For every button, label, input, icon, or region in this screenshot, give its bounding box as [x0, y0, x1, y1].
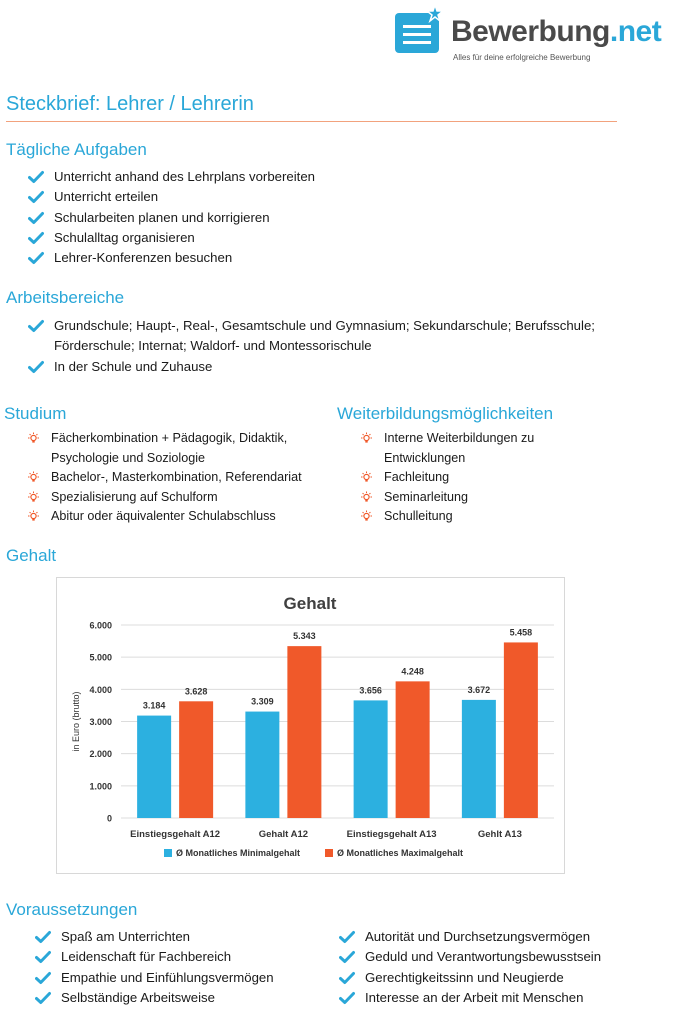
tasks-heading: Tägliche Aufgaben: [6, 140, 147, 159]
data-label: 3.184: [142, 700, 166, 711]
list-item: Gerechtigkeitssinn und Neugierde: [339, 968, 679, 988]
list-item: Interesse an der Arbeit mit Menschen: [339, 988, 679, 1008]
list-item: Schularbeiten planen und korrigieren: [28, 208, 668, 228]
check-icon: [28, 170, 44, 184]
legend-swatch: [325, 849, 333, 857]
requirements-right-list: [339, 927, 679, 1008]
requirements-left-list: [35, 927, 325, 1008]
y-axis-label: in Euro (brutto): [71, 691, 81, 752]
y-tick-label: 2.000: [89, 749, 112, 760]
page-title: Steckbrief: Lehrer / Lehrerin: [6, 93, 254, 115]
requirements-heading: Voraussetzungen: [6, 900, 138, 919]
further-heading: Weiterbildungsmöglichkeiten: [337, 404, 554, 423]
check-icon: [35, 991, 51, 1005]
check-icon: [28, 360, 44, 374]
bar: [245, 712, 279, 818]
y-tick-label: 5.000: [89, 652, 112, 663]
y-tick-label: 4.000: [89, 684, 112, 695]
brand-name-tld: net: [617, 15, 662, 48]
list-item: Interne Weiterbildungen zu Entwicklungen: [360, 429, 660, 468]
list-item: Lehrer-Konferenzen besuchen: [28, 248, 668, 268]
salary-heading: Gehalt: [6, 546, 57, 565]
check-icon: [339, 930, 355, 944]
check-icon: [28, 319, 44, 333]
x-tick-label: Einstiegsgehalt A12: [130, 829, 221, 840]
data-label: 3.672: [467, 684, 491, 695]
list-item: In der Schule und Zuhause: [28, 357, 688, 377]
check-icon: [28, 190, 44, 204]
y-tick-label: 1.000: [89, 781, 112, 792]
study-heading: Studium: [4, 404, 67, 423]
list-item: Unterricht erteilen: [28, 187, 668, 207]
lightbulb-icon: [27, 491, 40, 504]
brand-name-main: Bewerbung: [451, 15, 610, 48]
lightbulb-icon: [27, 432, 40, 445]
x-tick-label: Gehalt A12: [258, 829, 309, 840]
data-label: 3.309: [251, 696, 274, 707]
bar: [504, 642, 538, 818]
bar: [462, 700, 496, 818]
check-icon: [35, 930, 51, 944]
legend-label: Ø Monatliches Minimalgehalt: [176, 848, 301, 858]
list-item: Grundschule; Haupt-, Real-, Gesamtschule und Gymnasium; Sekundarschule; Berufsschule; Förderschule; Internat; Waldorf- und Montessorischule: [28, 316, 688, 357]
data-label: 5.343: [293, 631, 316, 642]
list-item: Fächerkombination + Pädagogik, Didaktik, Psychologie und Soziologie: [27, 429, 337, 468]
check-icon: [35, 971, 51, 985]
list-item: Leidenschaft für Fachbereich: [35, 947, 325, 967]
check-icon: [28, 251, 44, 265]
list-item: Bachelor-, Masterkombination, Referendariat: [27, 468, 337, 488]
check-icon: [35, 950, 51, 964]
list-item: Autorität und Durchsetzungsvermögen: [339, 927, 679, 947]
data-label: 3.628: [184, 686, 208, 697]
areas-list: [28, 316, 688, 377]
lightbulb-icon: [360, 510, 373, 523]
bar: [179, 701, 213, 818]
list-item: Spaß am Unterrichten: [35, 927, 325, 947]
bar: [354, 700, 388, 818]
areas-heading: Arbeitsbereiche: [6, 288, 125, 307]
salary-chart: [56, 577, 565, 874]
list-item: Spezialisierung auf Schulform: [27, 488, 337, 508]
brand-name: [451, 15, 661, 49]
title-divider: [6, 121, 617, 122]
list-item: Selbständige Arbeitsweise: [35, 988, 325, 1008]
list-item: Unterricht anhand des Lehrplans vorbereiten: [28, 167, 668, 187]
legend-swatch: [164, 849, 172, 857]
list-item: Empathie und Einfühlungsvermögen: [35, 968, 325, 988]
lightbulb-icon: [360, 491, 373, 504]
data-label: 4.248: [401, 666, 424, 677]
x-tick-label: Gehlt A13: [477, 829, 522, 840]
list-item: Fachleitung: [360, 468, 660, 488]
brand-name-dot: .: [609, 15, 618, 48]
y-tick-label: 6.000: [89, 620, 112, 631]
bar: [287, 646, 321, 818]
list-item: Schulalltag organisieren: [28, 228, 668, 248]
check-icon: [339, 971, 355, 985]
x-tick-label: Einstiegsgehalt A13: [346, 829, 437, 840]
bar: [137, 716, 171, 818]
legend-label: Ø Monatliches Maximalgehalt: [337, 848, 464, 858]
tasks-list: [28, 167, 668, 268]
list-item: Abitur oder äquivalenter Schulabschluss: [27, 507, 337, 527]
lightbulb-icon: [360, 432, 373, 445]
y-tick-label: 3.000: [89, 717, 112, 727]
list-item: Geduld und Verantwortungsbewusstsein: [339, 947, 679, 967]
check-icon: [339, 991, 355, 1005]
clipboard-logo-icon: [393, 3, 445, 55]
list-item: Schulleitung: [360, 507, 660, 527]
data-label: 3.656: [359, 685, 382, 696]
brand-tagline: Alles für deine erfolgreiche Bewerbung: [453, 53, 591, 62]
salary-chart-svg: [57, 578, 564, 873]
chart-title: Gehalt: [283, 594, 337, 613]
lightbulb-icon: [27, 471, 40, 484]
further-list: [360, 429, 660, 527]
data-label: 5.458: [509, 627, 533, 638]
brand-logo[interactable]: [393, 3, 698, 65]
y-tick-label: 0: [106, 813, 112, 824]
check-icon: [28, 231, 44, 245]
lightbulb-icon: [360, 471, 373, 484]
lightbulb-icon: [27, 510, 40, 523]
list-item: Seminarleitung: [360, 488, 660, 508]
bar: [396, 681, 430, 818]
check-icon: [339, 950, 355, 964]
study-list: [27, 429, 337, 527]
check-icon: [28, 211, 44, 225]
